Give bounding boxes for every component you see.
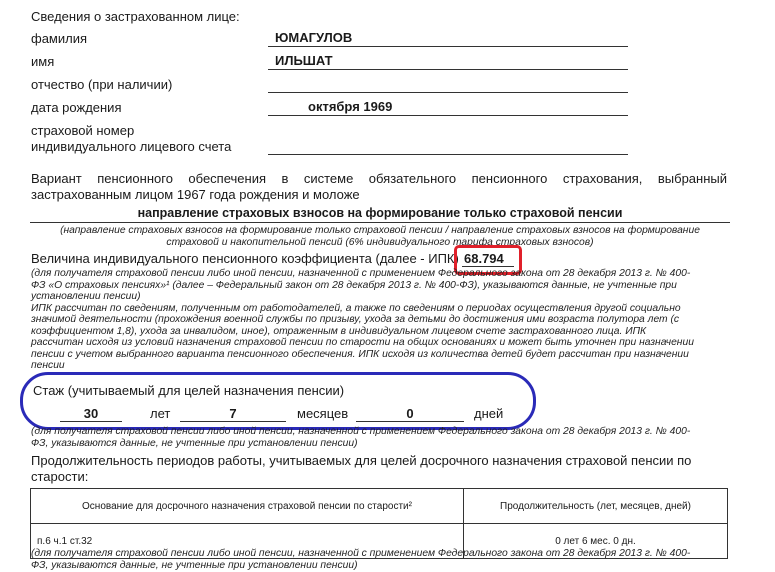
row-duration: 0 лет 6 мес. 0 дн.	[464, 524, 728, 559]
patronymic-label: отчество (при наличии)	[31, 77, 173, 92]
ipk-note: (для получателя страховой пенсии либо иной пенсии, назначенной с применением Федерального закона от 28 декабря 2013 г. № 400- ФЗ «О страховых пенсиях»¹ (далее – Федеральный закон от 28 декабря 2013 г. № 400-ФЗ), указываются данные, не учтенные при установлении пенсии) ИПК рассчитан по сведениям, полученным от работодателей, а также по сведениям о периодах осуществления другой социально значимой деятельности (прохождения военной службы по призыву, ухода за детьми до достижения ими возраста полутора лет (с коэффициентом 1,8), ухода за инвалидом, иное), отраженным в индивидуальном лицевом счете застрахованного лица. ИПК рассчитан исходя из условий назначения страховой пенсии по старости на общих основаниях и может быть уточнен при назначении пенсии с учетом выбранного варианта пенсионного обеспечения. ИПК исходя из количества детей будет рассчитан при назначении пенсии	[31, 268, 694, 371]
name-value: ИЛЬШАТ	[275, 53, 333, 68]
variant-text-line1: Вариант пенсионного обеспечения в системе обязательного пенсионного страхования, выбранный	[31, 171, 727, 186]
snils-underline	[268, 154, 628, 155]
birth-label: дата рождения	[31, 100, 122, 115]
patronymic-underline	[268, 92, 628, 93]
row-basis: п.6 ч.1 ст.32	[31, 524, 464, 559]
col-duration-header: Продолжительность (лет, месяцев, дней)	[464, 489, 728, 524]
early-title-line1: Продолжительность периодов работы, учитываемых для целей досрочного назначения страховой пенсии по	[31, 453, 692, 468]
section-header: Сведения о застрахованном лице:	[31, 9, 240, 24]
variant-hint: (направление страховых взносов на формирование только страховой пенсии / направление страховых взносов на формирование страховой и накопительной пенсий (6% индивидуального тарифа страховых взносов)	[60, 225, 700, 248]
stazh-note: (для получателя страховой пенсии либо иной пенсии, назначенной с применением Федерального закона от 28 декабря 2013 г. № 400- ФЗ, указываются данные, не учтенные при установлении пенсии)	[31, 426, 691, 449]
birth-underline	[268, 115, 628, 116]
variant-underline	[30, 222, 730, 223]
stazh-days-value: 0	[356, 406, 464, 422]
variant-text-line2: застрахованным лицом 1967 года рождения и моложе	[31, 187, 360, 202]
early-note: (для получателя страховой пенсии либо иной пенсии, назначенной с применением Федерального закона от 28 декабря 2013 г. № 400- ФЗ, указываются данные, не учтенные при установлении пенсии)	[31, 548, 691, 571]
stazh-months-value: 7	[180, 406, 286, 422]
name-label: имя	[31, 54, 55, 69]
snils-label-1: страховой номер	[31, 123, 135, 138]
ipk-label: Величина индивидуального пенсионного коэффициента (далее - ИПК)	[31, 251, 459, 266]
table-header-row	[31, 489, 728, 524]
stazh-days-label: дней	[474, 406, 504, 421]
col-basis-header: Основание для досрочного назначения страховой пенсии по старости²	[31, 489, 464, 524]
name-underline	[268, 69, 628, 70]
stazh-years-value: 30	[60, 406, 122, 422]
stazh-years-label: лет	[150, 406, 171, 421]
surname-value: ЮМАГУЛОВ	[275, 30, 353, 45]
early-title-line2: старости:	[31, 469, 89, 484]
surname-underline	[268, 46, 628, 47]
snils-label-2: индивидуального лицевого счета	[31, 139, 232, 154]
stazh-label: Стаж (учитываемый для целей назначения пенсии)	[33, 383, 345, 398]
ipk-value: 68.794	[464, 251, 504, 266]
birth-value: октября 1969	[308, 99, 393, 114]
variant-selected: направление страховых взносов на формирование только страховой пенсии	[137, 206, 623, 220]
stazh-months-label: месяцев	[297, 406, 349, 421]
surname-label: фамилия	[31, 31, 88, 46]
